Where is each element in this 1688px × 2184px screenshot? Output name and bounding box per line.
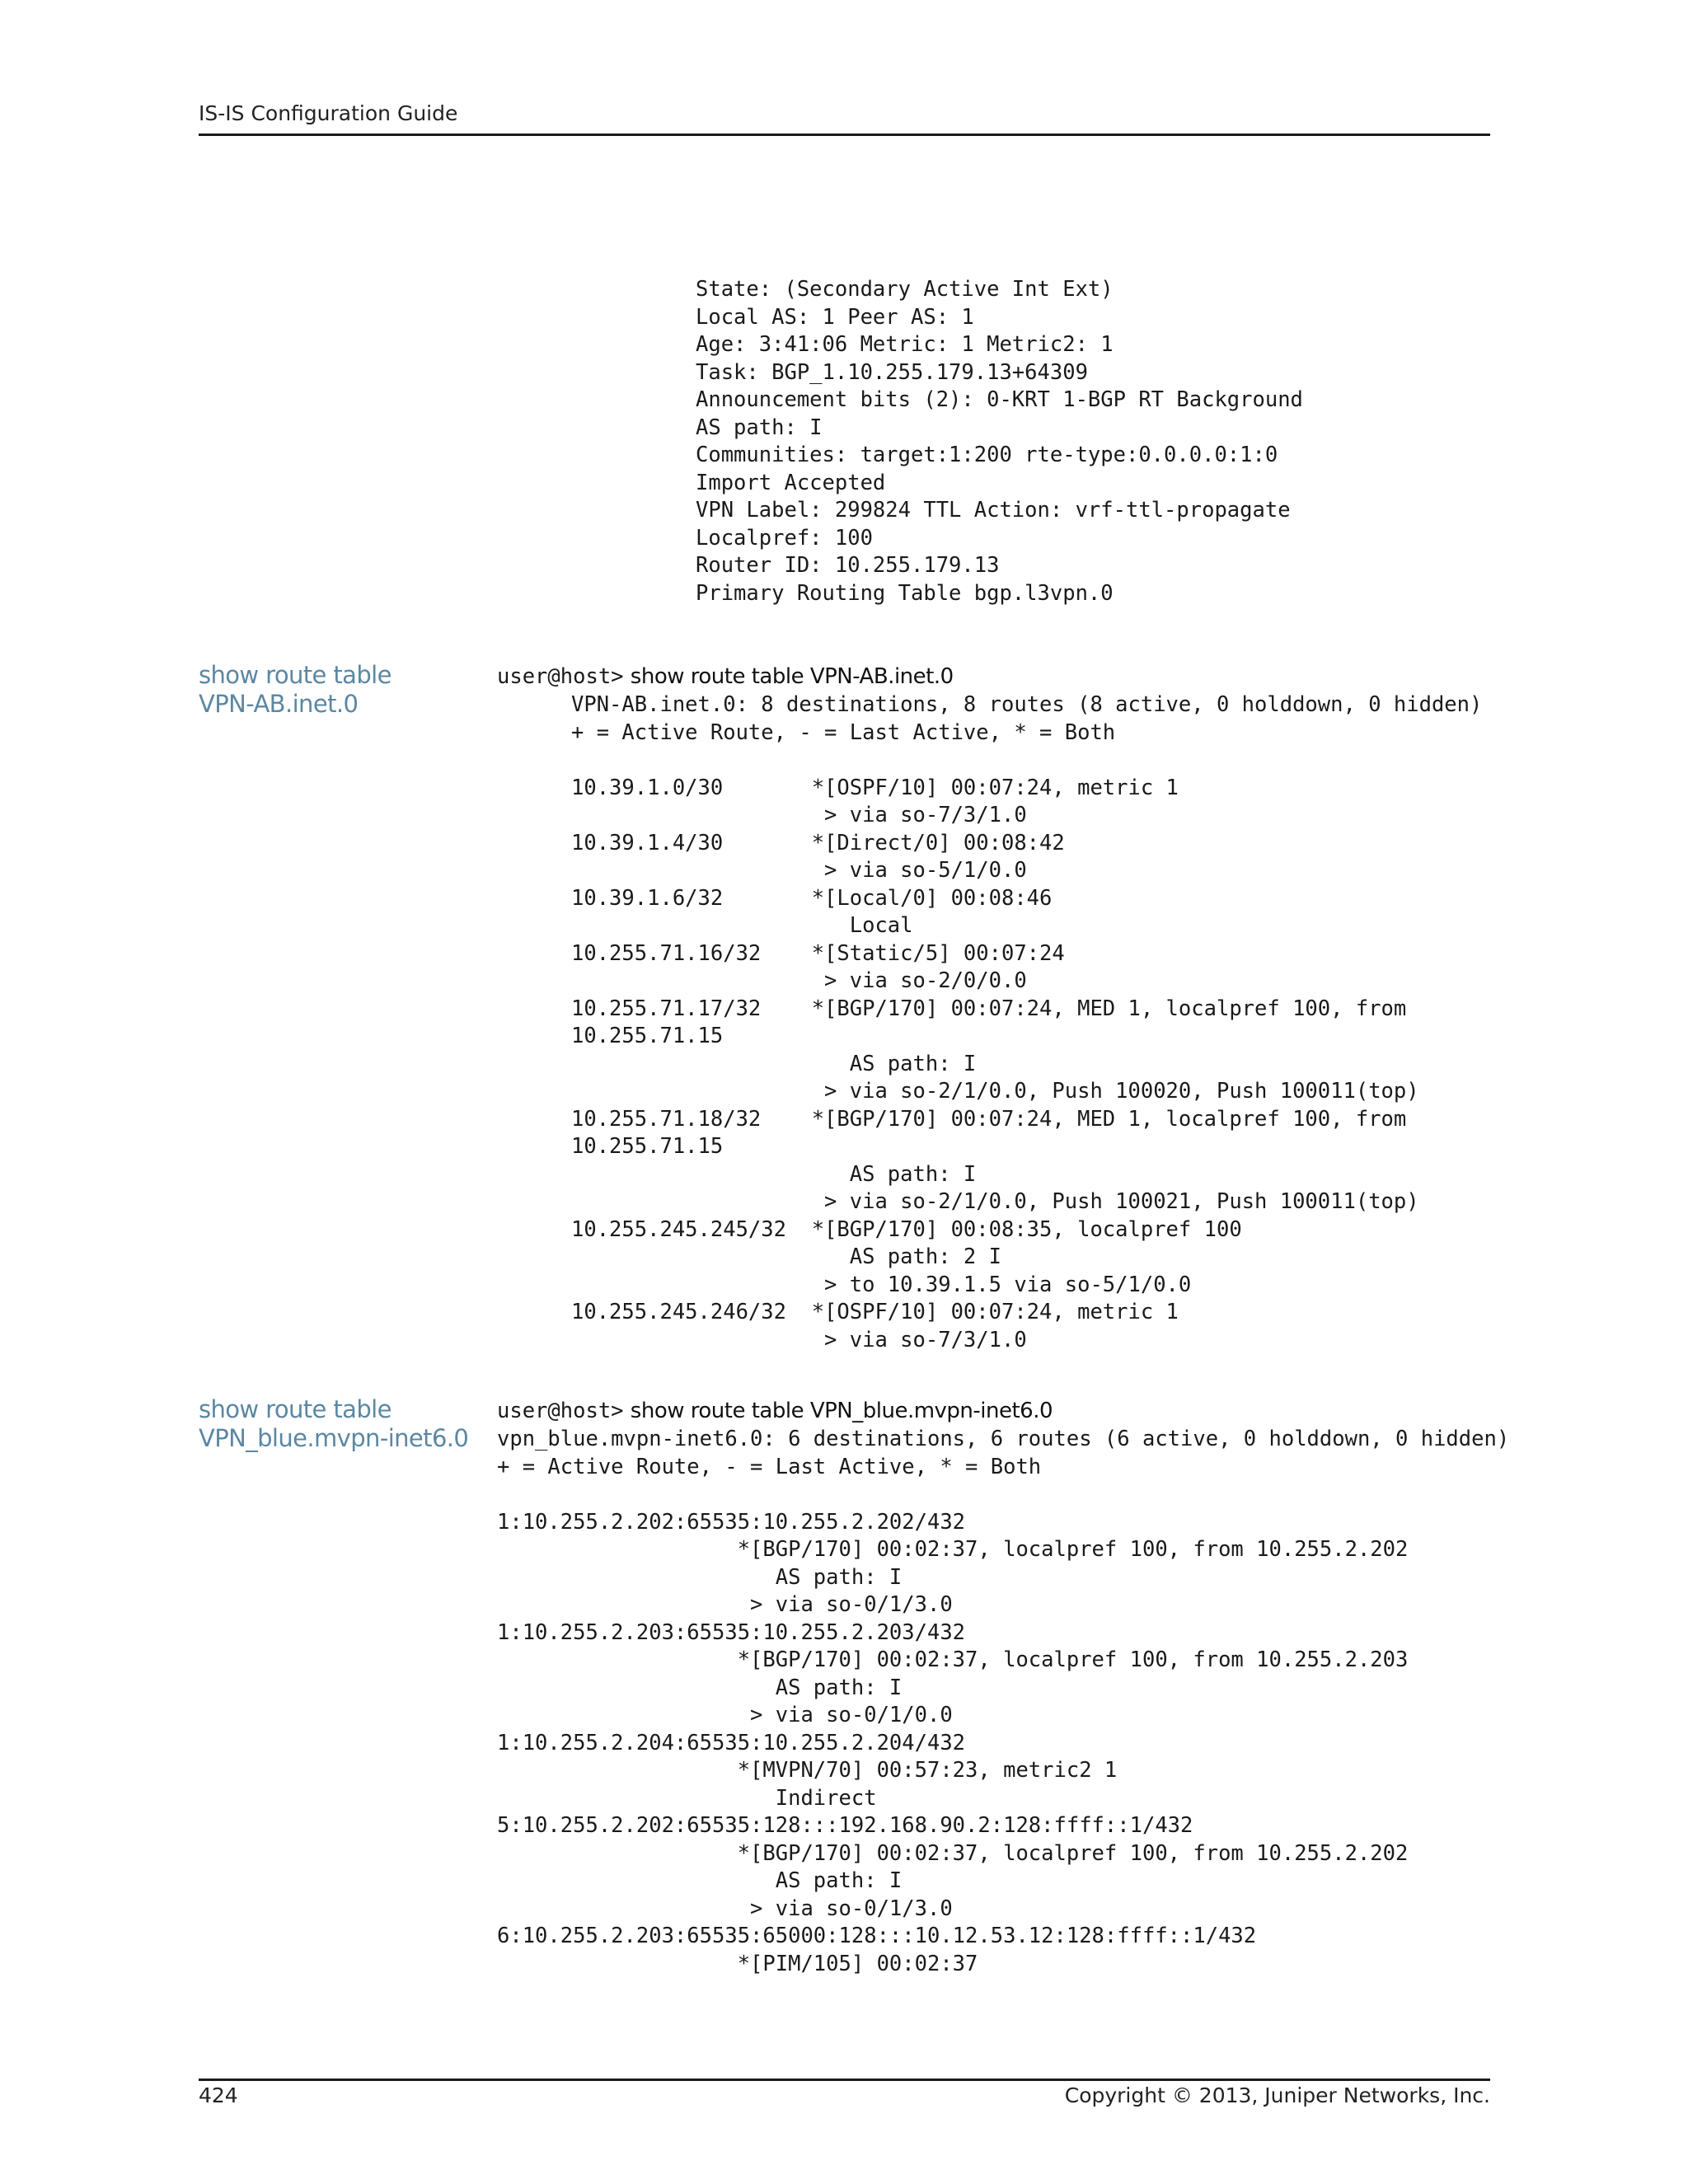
header-rule <box>199 134 1490 136</box>
vpn-ab-route-output: VPN-AB.inet.0: 8 destinations, 8 routes (8 active, 0 holddown, 0 hidden) + = Active Route, - = Last Active, * = Both 10.39.1.0/30 *[OSPF/10] 00:07:24, metric 1 > via so-7/3/1.0 10.39.1.4/30 *[Direct/0] 00:08:42 > via so-5/1/0.0 10.39.1.6/32 *[Local/0] 00:08:46 Local 10.255.71.16/32 *[Static/5] 00:07:24 > via so-2/0/0.0 10.255.71.17/32 *[BGP/170] 00:07:24, MED 1, localpref 100, from 10.255.71.15 AS path: I > via so-2/1/0.0, Push 100020, Push 100011(top) 10.255.71.18/32 *[BGP/170] 00:07:24, MED 1, localpref 100, from 10.255.71.15 AS path: I > via so-2/1/0.0, Push 100021, Push 100011(top) 10.255.245.245/32 *[BGP/170] 00:08:35, localpref 100 AS path: 2 I > to 10.39.1.5 via so-5/1/0.0 10.255.245.246/32 *[OSPF/10] 00:07:24, metric 1 > via so-7/3/1.0 <box>571 692 1483 1352</box>
section-label-line: VPN-AB.inet.0 <box>199 690 359 718</box>
command-text: show route table VPN_blue.mvpn-inet6.0 <box>630 1399 1053 1423</box>
command-line-vpn-blue <box>497 1398 1053 1426</box>
section-label-vpn-ab <box>199 661 392 719</box>
page-number: 424 <box>199 2083 238 2107</box>
command-line-vpn-ab <box>497 663 954 691</box>
running-header: IS-IS Configuration Guide <box>199 101 458 125</box>
command-text: show route table VPN-AB.inet.0 <box>630 664 954 689</box>
section-label-line: VPN_blue.mvpn-inet6.0 <box>199 1424 469 1452</box>
route-detail-output: State: (Secondary Active Int Ext) Local AS: 1 Peer AS: 1 Age: 3:41:06 Metric: 1 Metric2: 1 Task: BGP_1.10.255.179.13+64309 Announcement bits (2): 0-KRT 1-BGP RT Background AS path: I Communities: target:1:200 rte-type:0.0.0.0:1:0 Import Accepted VPN Label: 299824 TTL Action: vrf-ttl-propagate Localpref: 100 Router ID: 10.255.179.13 Primary Routing Table bgp.l3vpn.0 <box>696 277 1303 606</box>
section-label-line: show route table <box>199 1395 392 1423</box>
shell-prompt: user@host> <box>497 664 624 689</box>
copyright-notice: Copyright © 2013, Juniper Networks, Inc. <box>1064 2083 1490 2107</box>
shell-prompt: user@host> <box>497 1399 624 1423</box>
section-label-line: show route table <box>199 661 392 689</box>
footer-rule <box>199 2079 1490 2081</box>
vpn-blue-route-output: vpn_blue.mvpn-inet6.0: 6 destinations, 6 routes (6 active, 0 holddown, 0 hidden) + = Active Route, - = Last Active, * = Both 1:10.255.2.202:65535:10.255.2.202/432 *[BGP/170] 00:02:37, localpref 100, from 10.255.2.202 AS path: I > via so-0/1/3.0 1:10.255.2.203:65535:10.255.2.203/432 *[BGP/170] 00:02:37, localpref 100, from 10.255.2.203 AS path: I > via so-0/1/0.0 1:10.255.2.204:65535:10.255.2.204/432 *[MVPN/70] 00:57:23, metric2 1 Indirect 5:10.255.2.202:65535:128:::192.168.90.2:128:ffff::1/432 *[BGP/170] 00:02:37, localpref 100, from 10.255.2.202 AS path: I > via so-0/1/3.0 6:10.255.2.203:65535:65000:128:::10.12.53.12:128:ffff::1/432 *[PIM/105] 00:02:37 <box>497 1427 1510 1976</box>
section-label-vpn-blue <box>199 1395 468 1453</box>
